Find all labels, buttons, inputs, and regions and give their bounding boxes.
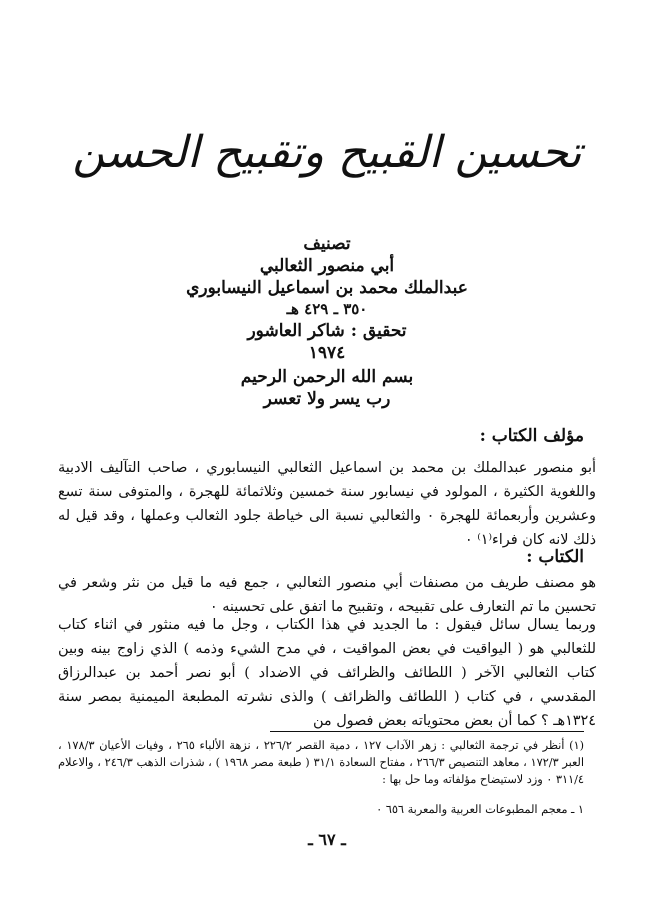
editor-line: تحقيق : شاكر العاشور [247, 321, 407, 341]
author-paragraph: أبو منصور عبدالملك بن محمد بن اسماعيل الثعالبي النيسابوري ، صاحب التآليف الادبية واللغوية الكثيرة ، المولود في نيسابور سنة خمسين وثلاثمائة للهجرة ، والمتوفى سنة تسع وعشرين وأربعمائة للهجرة ٠ والثعالبي نسبة الى خياطة جلود الثعالب وعملها ، وقد قيل له ذلك لانه كان فراء⁽١⁾ ٠ [58, 460, 596, 548]
invocation: رب يسر ولا تعسر [263, 389, 391, 409]
section-heading-book: الكتاب : [526, 547, 584, 567]
section-heading-author: مؤلف الكتاب : [479, 426, 584, 446]
book-paragraph-2: وربما يسال سائل فيقول : ما الجديد في هذا الكتاب ، وجل ما فيه منثور في اثناء كتاب للثعالبي هو ( اليواقيت في بعض المواقيت ، في مدح الشيء وذمه ) الذي زاوج بينه وبين كتاب الثعالبي الآخر ( اللطائف والظرائف في الاضداد ) أبو نصر أحمد بن عبدالرزاق المقدسي ، في كتاب ( اللطائف والظرائف ) والذى نشرته المطبعة الميمنية بمصر سنة ١٣٢٤هـ ؟ كما أن بعض محتوياته بعض فصول من [58, 617, 596, 729]
author-full-name: عبدالملك محمد بن اسماعيل النيسابوري [186, 278, 468, 298]
book-title: تحسين القبيح وتقبيح الحسن [72, 127, 582, 178]
author-dates: ٣٥٠ ـ ٤٢٩ هـ [286, 300, 368, 318]
basmala: بسم الله الرحمن الرحيم [240, 367, 414, 387]
footnote-2: ١ ـ معجم المطبوعات العربية والمعربة ٦٥٦ ٠ [376, 803, 584, 816]
author-label: تصنيف [303, 234, 351, 254]
publication-year: ١٩٧٤ [308, 343, 346, 363]
footnote-1: (١) أنظر في ترجمة الثعالبي : زهر الآداب ١٢٧ ، دمية القصر ٢٢٦/٢ ، نزهة الألباء ٢٦٥ ، وفيات الأعيان ١٧٨/٣ ، العبر ١٧٢/٣ ، معاهد التنصيص ٢٦٦/٣ ، مفتاح السعادة ٣١/١ ( طبعة مصر ١٩٦٨ ) ، شذرات الذهب ٢٤٦/٣ ، والاعلام ٣١١/٤ ٠ وزد لاستيضاح مؤلفاته وما حل بها : [58, 739, 585, 786]
book-paragraph-1: هو مصنف طريف من مصنفات أبي منصور الثعالبي ، جمع فيه ما قيل من نثر وشعر في تحسين ما تم التعارف على تقبيحه ، وتقبيح ما اتفق على تحسينه ٠ [58, 575, 596, 615]
footnote-divider [270, 731, 584, 732]
page-number: ـ ٦٧ ـ [308, 830, 346, 849]
author-name: أبي منصور الثعالبي [259, 256, 395, 276]
